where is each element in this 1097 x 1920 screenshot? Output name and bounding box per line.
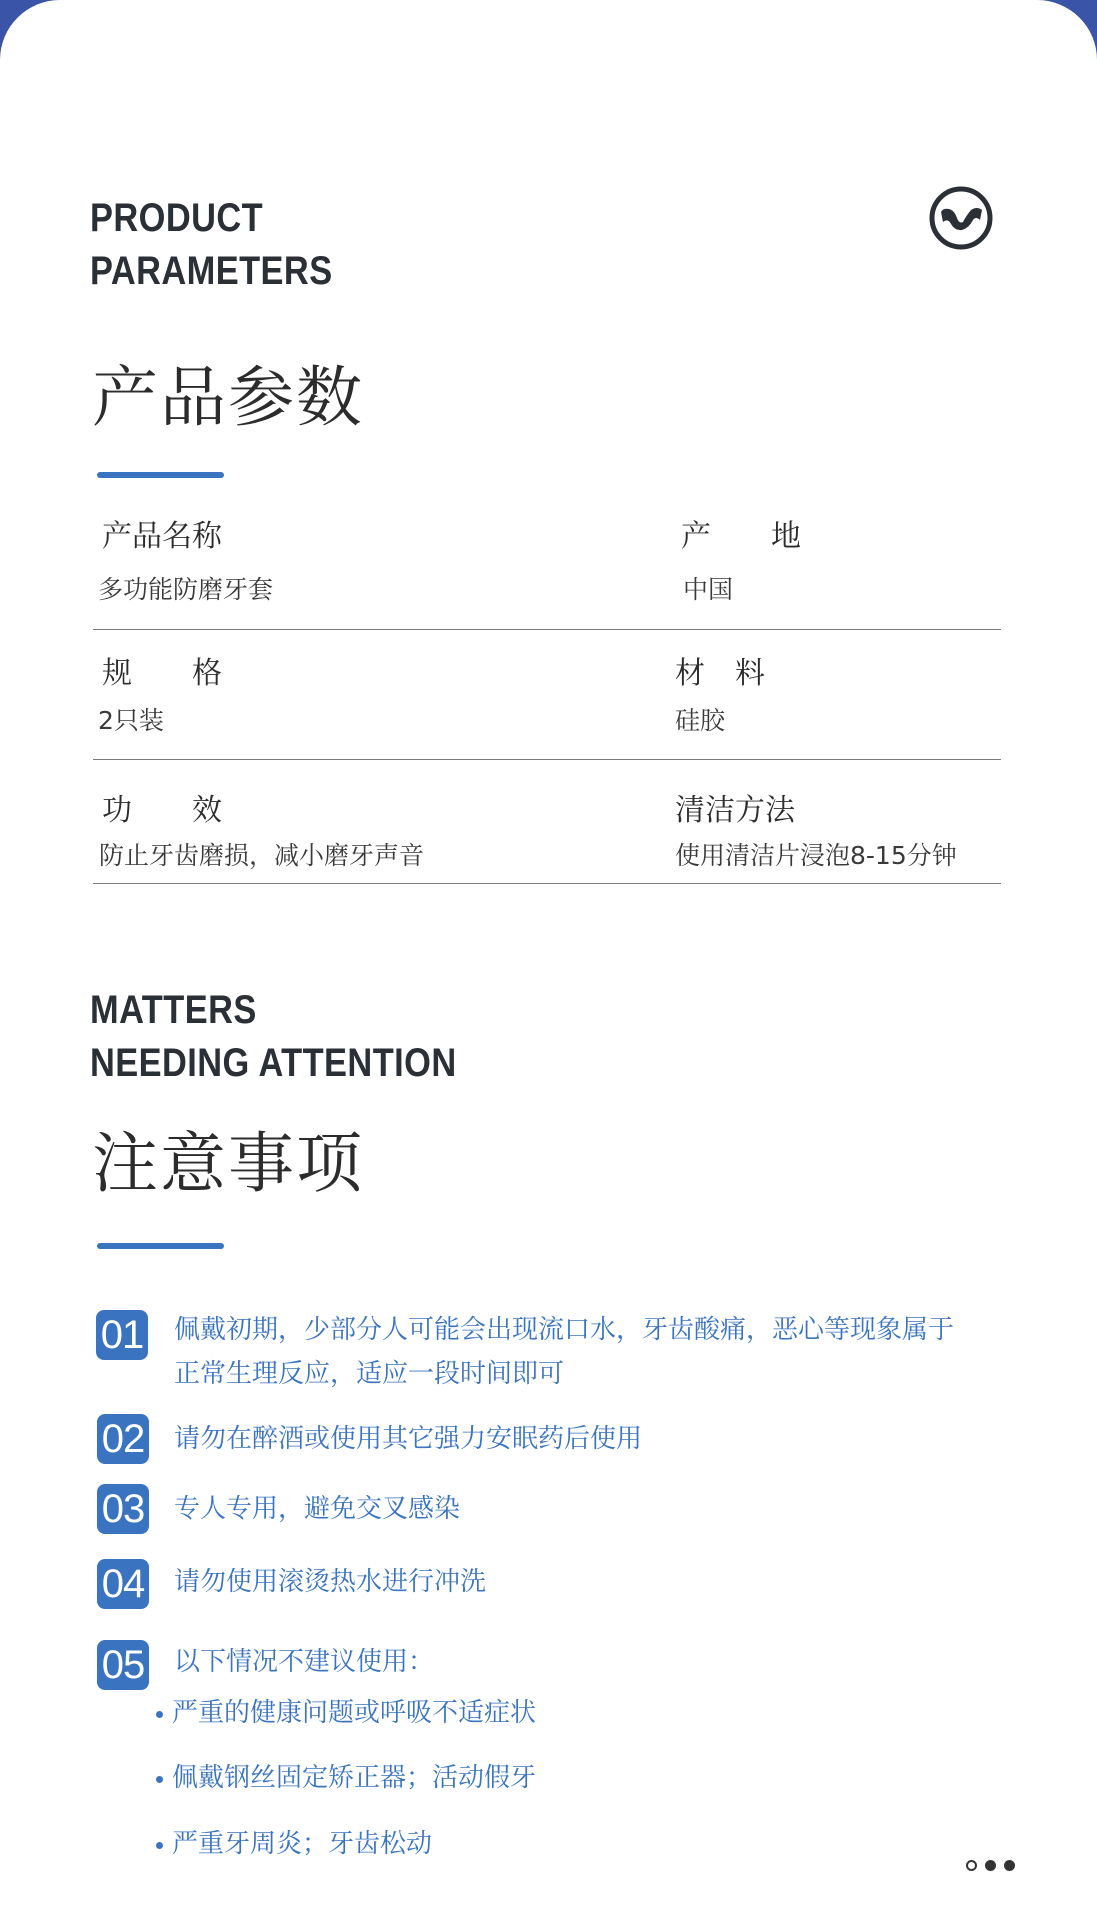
notice-accent-bar	[97, 1243, 224, 1249]
param-value-cleaning: 使用清洁片浸泡8-15分钟	[675, 841, 957, 870]
pager-dot	[985, 1860, 996, 1871]
mouthguard-icon	[929, 186, 993, 250]
param-value-origin: 中国	[683, 575, 734, 604]
param-label-material: 材 料	[675, 656, 765, 691]
bullet-text: 严重的健康问题或呼吸不适症状	[172, 1698, 537, 1728]
param-label-cleaning: 清洁方法	[675, 793, 795, 828]
bullet-text: 佩戴钢丝固定矫正器；活动假牙	[172, 1763, 537, 1793]
notice-number-badge: 01	[96, 1310, 148, 1360]
table-divider	[93, 759, 1001, 760]
notice-en-line2: NEEDING ATTENTION	[90, 1041, 457, 1085]
notice-number-badge: 03	[97, 1484, 149, 1534]
notice-text-line: 佩戴初期，少部分人可能会出现流口水，牙齿酸痛，恶心等现象属于	[174, 1315, 955, 1345]
notice-text-line: 正常生理反应，适应一段时间即可	[174, 1359, 565, 1389]
notice-text: 专人专用，避免交叉感染	[174, 1494, 461, 1524]
param-label-effect: 功 效	[102, 793, 222, 828]
bullet-item	[158, 1697, 536, 1729]
notice-text	[174, 1308, 954, 1396]
bullet-text: 严重牙周炎；牙齿松动	[172, 1829, 433, 1859]
param-value-material: 硅胶	[675, 706, 726, 735]
params-cn-title: 产品参数	[92, 359, 364, 436]
param-value-spec: 2只装	[98, 706, 164, 735]
param-label-spec: 规 格	[102, 656, 222, 691]
notice-text: 以下情况不建议使用：	[174, 1647, 435, 1677]
param-value-effect: 防止牙齿磨损，减小磨牙声音	[99, 841, 425, 870]
param-label-name: 产品名称	[102, 519, 222, 554]
pagination-dots	[966, 1860, 1015, 1871]
notice-text: 请勿在醉酒或使用其它强力安眠药后使用	[174, 1424, 643, 1454]
notice-cn-title: 注意事项	[92, 1125, 364, 1202]
params-en-line1: PRODUCT	[90, 196, 264, 240]
notice-text: 请勿使用滚烫热水进行冲洗	[174, 1567, 487, 1597]
pager-dot	[966, 1860, 977, 1871]
notice-en-line1: MATTERS	[90, 988, 257, 1032]
notice-number-badge: 05	[97, 1640, 149, 1690]
table-divider	[93, 629, 1001, 630]
notice-number-badge: 02	[97, 1414, 149, 1464]
table-divider	[93, 883, 1001, 884]
params-en-title	[90, 192, 333, 298]
params-en-line2: PARAMETERS	[90, 249, 333, 293]
params-accent-bar	[97, 472, 224, 478]
notice-en-title	[90, 984, 457, 1090]
pager-dot	[1004, 1860, 1015, 1871]
param-label-origin: 产 地	[681, 519, 801, 554]
param-value-name: 多功能防磨牙套	[98, 575, 274, 604]
bullet-item	[158, 1828, 432, 1860]
bullet-item	[158, 1762, 536, 1794]
notice-number-badge: 04	[97, 1559, 149, 1609]
